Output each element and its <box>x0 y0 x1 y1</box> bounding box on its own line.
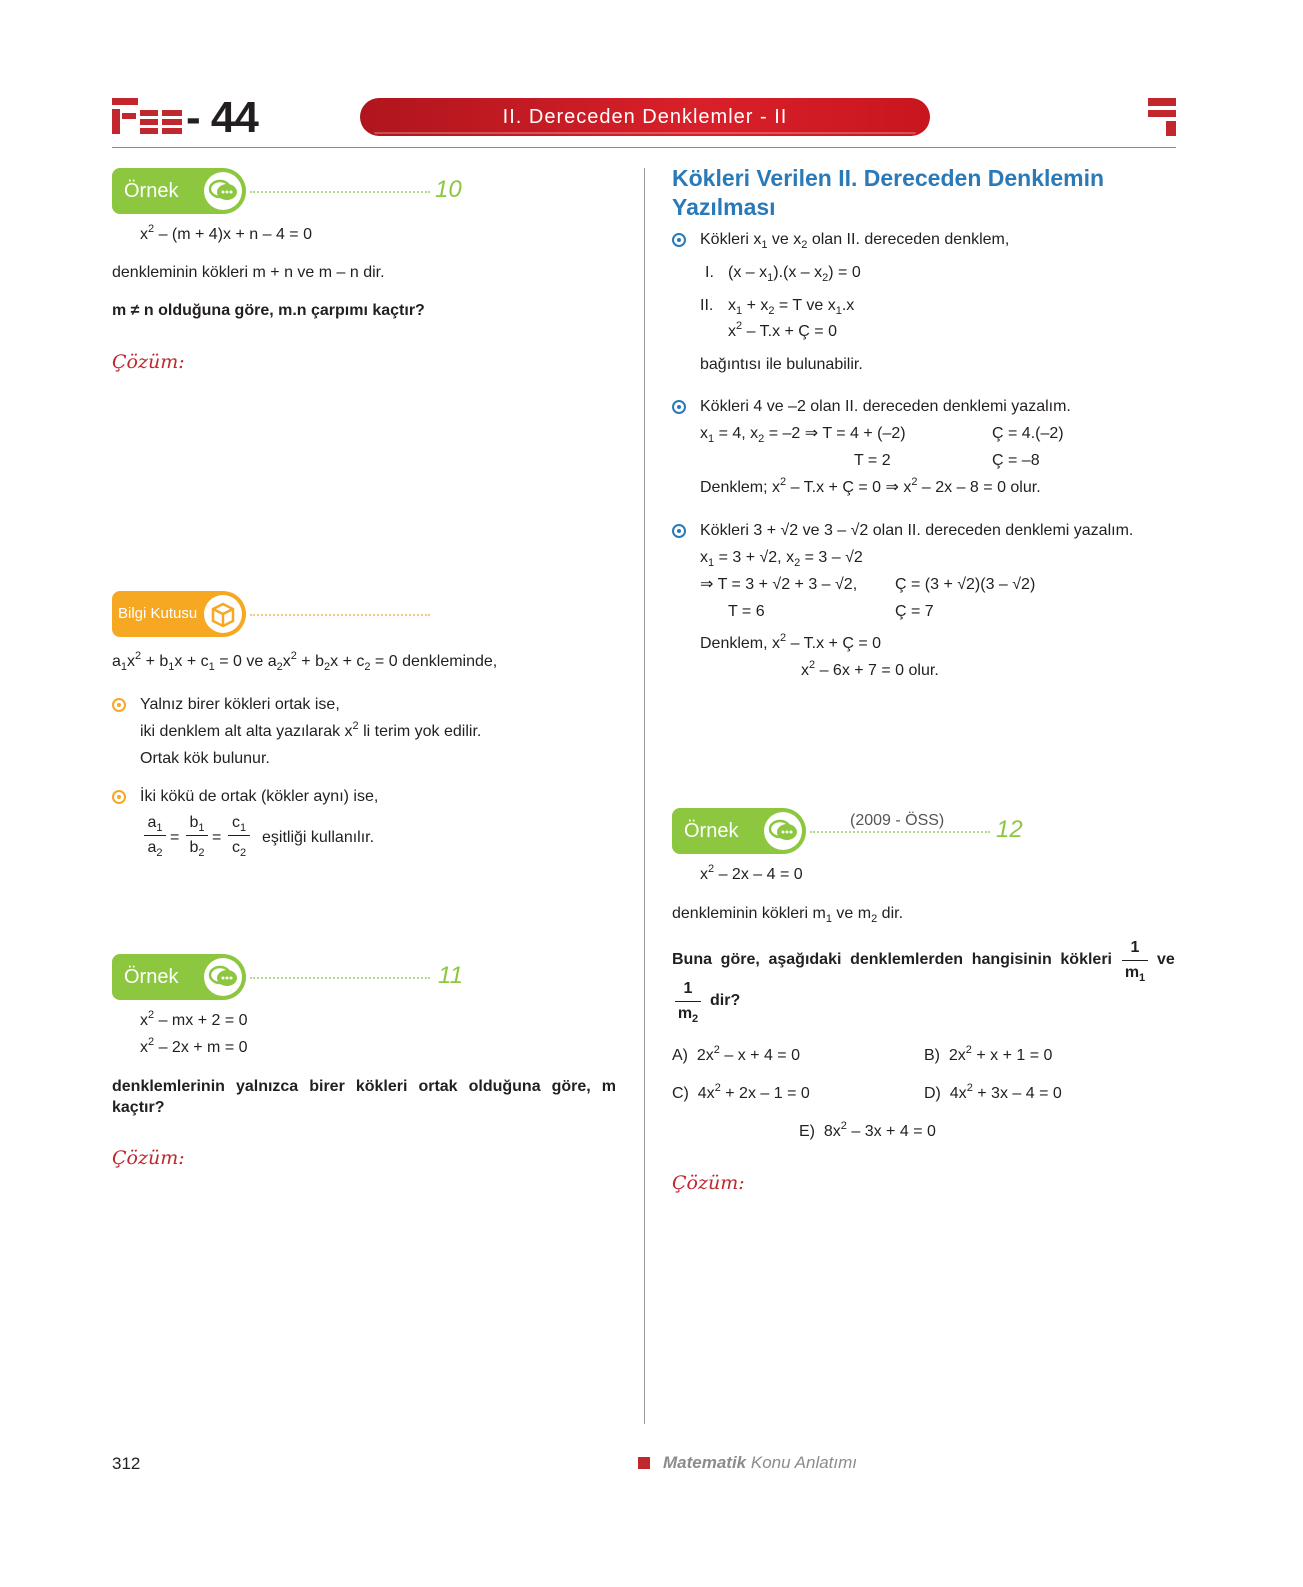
option-b: B) $2x^2 + x + 1 = 0$ <box>924 1044 1053 1064</box>
roots-text: denkleminin kökleri m + n ve m – n dir. <box>112 264 385 281</box>
dotted-line <box>250 191 430 193</box>
cozum-label: Çözüm: <box>112 1147 185 1169</box>
formula-i-label: I. <box>705 264 714 281</box>
page-title: II. Dereceden Denklemler - II <box>360 98 930 136</box>
bullet-icon <box>112 698 126 712</box>
cozum-label: Çözüm: <box>112 351 185 373</box>
exam-year: (2009 - ÖSS) <box>850 812 945 829</box>
example-b-line-1: $x_1 = 3 + √2$, $x_2 = 3 - √2$ <box>700 549 863 569</box>
bilgi-kutusu-badge <box>112 591 246 637</box>
fraction-1-over-m1: 1 $m_1$ <box>1122 938 1148 983</box>
bullet-icon <box>112 790 126 804</box>
question-line-1: Buna göre, aşağıdaki denklemlerden hangisinin kökleri <box>672 951 1112 968</box>
example-a-product-result: Ç = –8 <box>992 452 1040 469</box>
example-number: 10 <box>435 176 462 203</box>
logo-icon <box>112 96 184 136</box>
header-divider <box>112 147 1176 148</box>
bullet-icon <box>672 524 686 538</box>
bilgi-equation: $a_1x^2 + b_1x + c_1 = 0$ ve $a_2x^2 + b_2x + c_2 = 0$ denkleminde, <box>112 650 498 673</box>
fraction-1-over-m2: 1 $m_2$ <box>675 979 701 1024</box>
faz-logo <box>112 96 184 136</box>
page-number: 312 <box>112 1454 141 1473</box>
equation: $x^2 - (m + 4)x + n - 4 = 0$ <box>140 223 312 243</box>
example-a-result: Denklem; $x^2 - T.x$ + Ç = 0 ⇒ $x^2 - 2x - 8 = 0$ olur. <box>700 476 1041 496</box>
example-b-sum: ⇒ T = 3 + √2 + 3 – √2, <box>700 576 858 593</box>
fraction-b: $b_1$ $b_2$ <box>186 813 208 858</box>
equals-sign: = <box>170 829 180 846</box>
badge-label: Bilgi Kutusu <box>118 605 198 622</box>
dotted-line <box>250 977 430 979</box>
example-number: 11 <box>438 962 463 989</box>
formula-ii-eq: $x^2 - T.x$ + Ç = 0 <box>728 320 837 340</box>
section-title: Kökleri Verilen II. Dereceden Denklemin Yazılması <box>672 165 1105 220</box>
bilgi-item-1-line-3: Ortak kök bulunur. <box>140 750 270 767</box>
formula-ii-label: II. <box>700 297 714 314</box>
example-b-result-1: Denklem, $x^2 - T.x$ + Ç = 0 <box>700 632 882 652</box>
fraction-c: $c_1$ $c_2$ <box>228 813 250 858</box>
example-b-sum-result: T = 6 <box>728 603 765 620</box>
example-a-product: Ç = 4.(–2) <box>992 425 1064 442</box>
option-e: E) $8x^2 - 3x + 4 = 0$ <box>799 1120 936 1140</box>
equation-2: $x^2 - 2x + m = 0$ <box>140 1036 248 1056</box>
option-c: C) $4x^2 + 2x - 1 = 0$ <box>672 1082 810 1102</box>
dotted-line <box>250 614 430 616</box>
speech-bubble-icon <box>204 172 242 210</box>
option-a: A) $2x^2 - x + 4 = 0$ <box>672 1044 800 1064</box>
bilgi-item-2-after: eşitliği kullanılır. <box>262 829 375 846</box>
formula-i: $(x - x_1).(x - x_2) = 0$ <box>728 264 861 284</box>
box-icon <box>204 595 242 633</box>
example-b-product-result: Ç = 7 <box>895 603 934 620</box>
fraction-a: $a_1$ $a_2$ <box>144 813 166 858</box>
ornek-badge-11 <box>112 954 246 1000</box>
cozum-label: Çözüm: <box>672 1172 745 1194</box>
badge-label: Örnek <box>124 966 179 988</box>
footer-square-icon <box>638 1457 650 1469</box>
question-line-2: kaçtır? <box>112 1099 165 1116</box>
formula-intro: Kökleri $x_1$ ve $x_2$ olan II. dereceden denklem, <box>700 231 1010 251</box>
ornek-badge-12 <box>672 808 806 854</box>
question: m ≠ n olduğuna göre, m.n çarpımı kaçtır? <box>112 302 425 319</box>
ornek-badge-10 <box>112 168 246 214</box>
example-b-intro: Kökleri 3 + √2 ve 3 – √2 olan II. dereceden denklemi yazalım. <box>700 522 1134 539</box>
dotted-line <box>810 831 990 833</box>
bilgi-item-1-line-2: iki denklem alt alta yazılarak $x^2$ li terim yok edilir. <box>140 720 482 740</box>
badge-label: Örnek <box>684 820 739 842</box>
bullet-icon <box>672 233 686 247</box>
roots-text: denkleminin kökleri $m_1$ ve $m_2$ dir. <box>672 905 904 925</box>
corner-logo-icon <box>1148 98 1176 136</box>
badge-label: Örnek <box>124 180 179 202</box>
equals-sign: = <box>212 829 222 846</box>
question-dir: dir? <box>710 992 741 1009</box>
example-b-product: Ç = (3 + √2)(3 – √2) <box>895 576 1036 593</box>
example-b-result-2: $x^2 - 6x + 7 = 0$ olur. <box>801 659 939 679</box>
bilgi-item-1-line-1: Yalnız birer kökleri ortak ise, <box>140 696 340 713</box>
formula-ii: $x_1 + x_2 = T$ ve $x_1.x$ <box>728 297 855 317</box>
example-a-line-1: $x_1 = 4$, $x_2 = -2$ ⇒ T = 4 + (–2) <box>700 425 906 445</box>
footer-subject: Matematik Konu Anlatımı <box>663 1453 858 1472</box>
question-ve: ve <box>1157 951 1175 968</box>
example-a-sum-result: T = 2 <box>854 452 891 469</box>
bilgi-item-2-line-1: İki kökü de ortak (kökler aynı) ise, <box>140 788 379 805</box>
column-divider <box>644 168 645 1424</box>
question-line-1: denklemlerinin yalnızca birer kökleri ortak olduğuna göre, m <box>112 1078 616 1095</box>
speech-bubble-icon <box>204 958 242 996</box>
example-number: 12 <box>996 816 1023 843</box>
example-a-intro: Kökleri 4 ve –2 olan II. dereceden denklemi yazalım. <box>700 398 1071 415</box>
option-d: D) $4x^2 + 3x - 4 = 0$ <box>924 1082 1062 1102</box>
equation-1: $x^2$ – mx + 2 = 0 <box>140 1009 248 1029</box>
bullet-icon <box>672 400 686 414</box>
equation: $x^2 - 2x - 4 = 0$ <box>700 863 803 883</box>
speech-bubble-icon <box>764 812 802 850</box>
chapter-number: - 44 <box>186 93 258 142</box>
formula-end: bağıntısı ile bulunabilir. <box>700 356 863 373</box>
